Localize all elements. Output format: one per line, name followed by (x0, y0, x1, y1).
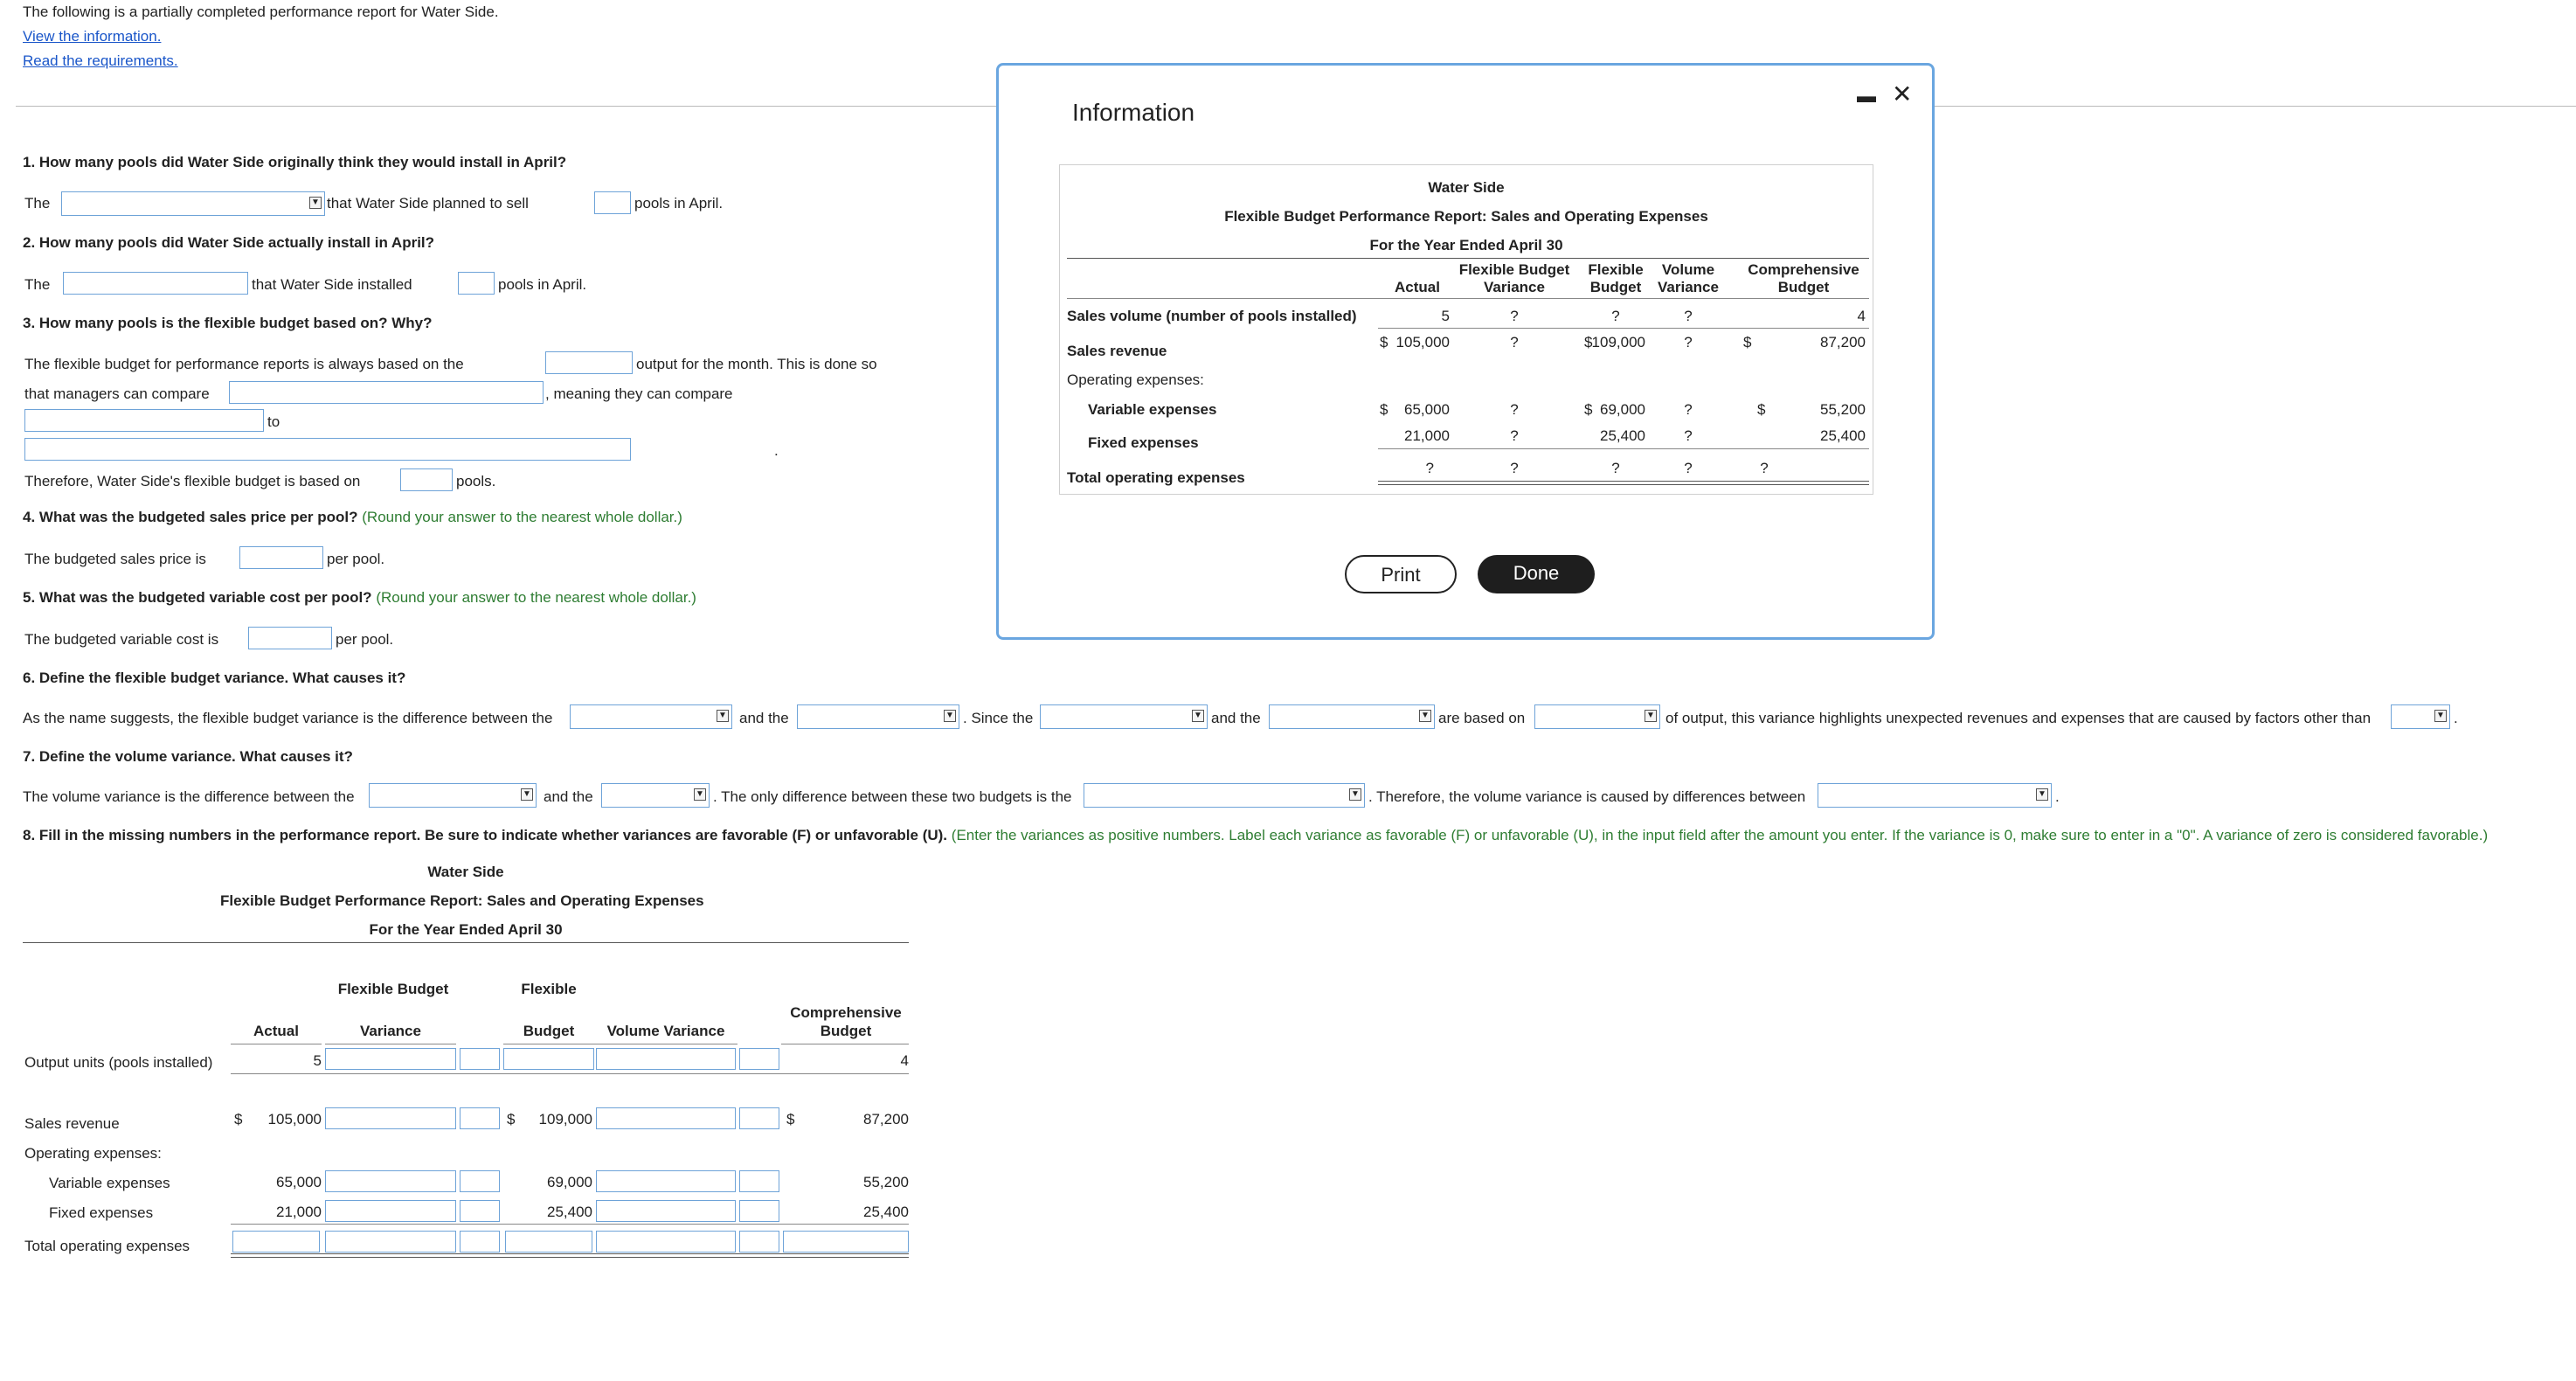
info-header-rule (1067, 258, 1869, 259)
q3-compare-input[interactable] (229, 381, 544, 404)
q2-the: The (24, 276, 51, 293)
col-comp-line2: Budget (820, 1023, 872, 1039)
q5-end: per pool. (336, 631, 394, 648)
q3-to: to (267, 413, 280, 430)
info-q: ? (1510, 334, 1519, 350)
q6-heading: 6. Define the flexible budget variance. What causes it? (23, 670, 406, 686)
dollar-sign: $ (1584, 334, 1593, 350)
q7-select-2[interactable] (601, 783, 710, 808)
var-fbv-fu-input[interactable] (460, 1170, 500, 1192)
information-report (1059, 164, 1873, 495)
q2-heading: 2. How many pools did Water Side actually install in April? (23, 234, 435, 251)
row-output-label: Output units (pools installed) (24, 1054, 213, 1071)
q6-text-d: and the (1211, 710, 1261, 726)
info-q: ? (1611, 308, 1620, 324)
read-requirements-link[interactable]: Read the requirements. (23, 52, 178, 69)
report-title: Flexible Budget Performance Report: Sales and Operating Expenses (220, 892, 704, 909)
fixed-flex: 25,400 (547, 1204, 592, 1220)
q3-pools-input[interactable] (400, 468, 453, 491)
info-q: ? (1510, 427, 1519, 444)
dollar-sign: $ (1743, 334, 1752, 350)
output-comp: 4 (900, 1052, 909, 1069)
q6-text-b: and the (739, 710, 789, 726)
output-fbv-fu-input[interactable] (460, 1048, 500, 1070)
fixed-comp: 25,400 (863, 1204, 909, 1220)
q7-select-4[interactable] (1818, 783, 2052, 808)
q8-hint: (Enter the variances as positive numbers. Label each variance as favorable (F) or unfavorable (U), in the input field after the amount you enter. If the variance is 0, make sure to enter in a "0". A variance of zero is considered favorable.) (951, 827, 2489, 843)
total-fbv-input[interactable] (325, 1231, 456, 1253)
q2-text-input[interactable] (63, 272, 248, 295)
sales-flex: 109,000 (538, 1111, 592, 1128)
q6-select-1[interactable] (570, 704, 732, 729)
info-h-flex2: Budget (1589, 279, 1642, 295)
row-opex-label: Operating expenses: (24, 1145, 162, 1162)
q6-select-5[interactable] (1534, 704, 1660, 729)
double-rule (231, 1253, 909, 1258)
q7-text-d: . Therefore, the volume variance is caused by differences between (1368, 788, 1806, 805)
dollar-sign: $ (234, 1111, 243, 1128)
var-vol-input[interactable] (596, 1170, 736, 1192)
info-h-fbv1: Flexible Budget (1458, 261, 1570, 278)
info-h-comp2: Budget (1777, 279, 1830, 295)
dropdown-arrow-icon: ▼ (694, 788, 706, 801)
info-q: ? (1684, 334, 1693, 350)
header-rule (23, 942, 909, 943)
close-icon[interactable]: ✕ (1892, 80, 1913, 108)
q7-text-c: . The only difference between these two budgets is the (713, 788, 1072, 805)
info-q: ? (1684, 308, 1693, 324)
q3-therefore: Therefore, Water Side's flexible budget is based on (24, 473, 361, 489)
col-actual: Actual (253, 1023, 299, 1039)
q3-compare-b-input[interactable] (24, 438, 631, 461)
info-row-variable: Variable expenses (1088, 401, 1217, 418)
q5-heading: 5. What was the budgeted variable cost per pool? (23, 589, 372, 606)
info-row-volume: Sales volume (number of pools installed) (1067, 308, 1357, 324)
info-h-comp1: Comprehensive (1748, 261, 1859, 278)
sales-vol-fu-input[interactable] (739, 1107, 779, 1129)
q8-heading: 8. Fill in the missing numbers in the performance report. Be sure to indicate whether variances are favorable (F) or unfavorable (U). (23, 827, 948, 843)
q3-line1b: output for the month. This is done so (636, 356, 877, 372)
info-sales-flex: 109,000 (1591, 334, 1645, 350)
q5-text: The budgeted variable cost is (24, 631, 219, 648)
total-vol-fu-input[interactable] (739, 1231, 779, 1253)
done-button[interactable]: Done (1478, 555, 1595, 593)
row-rule (231, 1073, 909, 1074)
q3-line2a: that managers can compare (24, 385, 210, 402)
q7-text-a: The volume variance is the difference between the (23, 788, 355, 805)
info-h-vol2: Variance (1658, 279, 1719, 295)
q7-text-b: and the (544, 788, 593, 805)
var-fbv-input[interactable] (325, 1170, 456, 1192)
info-q: ? (1760, 460, 1769, 476)
q4-price-input[interactable] (239, 546, 323, 569)
col-fbv-line1: Flexible Budget (337, 981, 449, 997)
info-double-rule (1378, 481, 1869, 485)
col-fbv-line2: Variance (360, 1023, 421, 1039)
view-information-link[interactable]: View the information. (23, 28, 162, 45)
info-h-fbv2: Variance (1484, 279, 1545, 295)
fixed-fbv-fu-input[interactable] (460, 1200, 500, 1222)
info-fixed-actual: 21,000 (1404, 427, 1450, 444)
q1-heading: 1. How many pools did Water Side originally think they would install in April? (23, 154, 567, 170)
report-company: Water Side (427, 864, 504, 880)
output-flex-input[interactable] (503, 1048, 594, 1070)
sales-actual: 105,000 (267, 1111, 322, 1128)
dollar-sign: $ (1584, 401, 1593, 418)
print-button[interactable]: Print (1345, 555, 1457, 593)
info-row-rule (1378, 328, 1869, 329)
info-company: Water Side (1428, 179, 1505, 196)
report-period: For the Year Ended April 30 (369, 921, 563, 938)
q2-pools-input[interactable] (458, 272, 495, 295)
q4-heading: 4. What was the budgeted sales price per pool? (23, 509, 358, 525)
dropdown-arrow-icon: ▼ (309, 197, 322, 209)
info-h-flex1: Flexible (1588, 261, 1644, 278)
dollar-sign: $ (507, 1111, 516, 1128)
dialog-title: Information (1072, 99, 1195, 126)
sales-comp: 87,200 (863, 1111, 909, 1128)
info-row-rule (1378, 448, 1869, 449)
q5-cost-input[interactable] (248, 627, 332, 649)
row-rule (231, 1224, 909, 1225)
q6-text-a: As the name suggests, the flexible budget variance is the difference between the (23, 710, 553, 726)
row-sales-label: Sales revenue (24, 1115, 120, 1132)
info-vol-actual: 5 (1441, 308, 1450, 324)
fixed-vol-input[interactable] (596, 1200, 736, 1222)
row-fixed-label: Fixed expenses (49, 1204, 154, 1221)
var-comp: 55,200 (863, 1174, 909, 1190)
total-fbv-fu-input[interactable] (460, 1231, 500, 1253)
q5-hint: (Round your answer to the nearest whole dollar.) (376, 589, 696, 606)
info-q: ? (1510, 308, 1519, 324)
dropdown-arrow-icon: ▼ (1419, 710, 1431, 722)
fixed-actual: 21,000 (276, 1204, 322, 1220)
q6-text-e: are based on (1438, 710, 1526, 726)
q4-end: per pool. (327, 551, 385, 567)
q6-select-2[interactable] (797, 704, 959, 729)
var-vol-fu-input[interactable] (739, 1170, 779, 1192)
dropdown-arrow-icon: ▼ (1645, 710, 1657, 722)
output-vol-fu-input[interactable] (739, 1048, 779, 1070)
row-total-label: Total operating expenses (24, 1238, 190, 1254)
info-vol-comp: 4 (1857, 308, 1866, 324)
minimize-icon[interactable]: ▬ (1857, 85, 1876, 107)
info-q: ? (1611, 460, 1620, 476)
q3-compare-a-input[interactable] (24, 409, 264, 432)
q7-text-e: . (2055, 788, 2060, 805)
q3-dot: . (774, 442, 779, 459)
dollar-sign: $ (1757, 401, 1766, 418)
sales-fbv-input[interactable] (325, 1107, 456, 1129)
q2-end: pools in April. (498, 276, 587, 293)
q7-select-3[interactable] (1084, 783, 1365, 808)
info-h-actual: Actual (1395, 279, 1440, 295)
info-title: Flexible Budget Performance Report: Sales and Operating Expenses (1224, 208, 1708, 225)
q3-pools: pools. (456, 473, 496, 489)
info-q: ? (1684, 427, 1693, 444)
info-row-sales: Sales revenue (1067, 343, 1167, 359)
q2-mid: that Water Side installed (252, 276, 412, 293)
output-vol-input[interactable] (596, 1048, 736, 1070)
info-header-underline (1067, 298, 1869, 299)
intro-text: The following is a partially completed performance report for Water Side. (23, 3, 499, 20)
fixed-vol-fu-input[interactable] (739, 1200, 779, 1222)
dropdown-arrow-icon: ▼ (2036, 788, 2048, 801)
q4-text: The budgeted sales price is (24, 551, 206, 567)
dropdown-arrow-icon: ▼ (2434, 710, 2447, 722)
col-volume-variance: Volume Variance (606, 1023, 725, 1039)
dollar-sign: $ (786, 1111, 795, 1128)
var-flex: 69,000 (547, 1174, 592, 1190)
dropdown-arrow-icon: ▼ (717, 710, 729, 722)
info-h-vol1: Volume (1661, 261, 1715, 278)
info-sales-comp: 87,200 (1820, 334, 1866, 350)
q3-output-input[interactable] (545, 351, 633, 374)
q6-select-6[interactable] (2391, 704, 2450, 729)
dropdown-arrow-icon: ▼ (944, 710, 956, 722)
info-q: ? (1684, 401, 1693, 418)
q1-mid: that Water Side planned to sell (327, 195, 529, 212)
dropdown-arrow-icon: ▼ (1349, 788, 1361, 801)
info-fixed-flex: 25,400 (1600, 427, 1645, 444)
sales-vol-input[interactable] (596, 1107, 736, 1129)
info-row-fixed: Fixed expenses (1088, 434, 1199, 451)
q7-select-1[interactable] (369, 783, 537, 808)
q4-hint: (Round your answer to the nearest whole dollar.) (362, 509, 682, 525)
q6-text-c: . Since the (963, 710, 1034, 726)
dollar-sign: $ (1380, 334, 1388, 350)
info-period: For the Year Ended April 30 (1369, 237, 1563, 253)
q7-heading: 7. Define the volume variance. What causes it? (23, 748, 353, 765)
info-q: ? (1510, 401, 1519, 418)
q1-the: The (24, 195, 51, 212)
info-q: ? (1684, 460, 1693, 476)
info-sales-actual: 105,000 (1395, 334, 1450, 350)
output-fbv-input[interactable] (325, 1048, 456, 1070)
info-var-comp: 55,200 (1820, 401, 1866, 418)
info-q: ? (1510, 460, 1519, 476)
info-row-total: Total operating expenses (1067, 469, 1245, 486)
sales-fbv-fu-input[interactable] (460, 1107, 500, 1129)
row-variable-label: Variable expenses (49, 1175, 170, 1191)
dropdown-arrow-icon: ▼ (521, 788, 533, 801)
info-row-opex: Operating expenses: (1067, 371, 1204, 388)
output-actual: 5 (313, 1052, 322, 1069)
total-comp-input[interactable] (783, 1231, 909, 1253)
total-vol-input[interactable] (596, 1231, 736, 1253)
dollar-sign: $ (1380, 401, 1388, 418)
info-q: ? (1425, 460, 1434, 476)
q3-heading: 3. How many pools is the flexible budget based on? Why? (23, 315, 433, 331)
q6-select-3[interactable] (1040, 704, 1208, 729)
total-flex-input[interactable] (505, 1231, 592, 1253)
q6-text-g: . (2454, 710, 2458, 726)
total-actual-input[interactable] (232, 1231, 320, 1253)
col-flex-line2: Budget (523, 1023, 575, 1039)
info-var-actual: 65,000 (1404, 401, 1450, 418)
info-var-flex: 69,000 (1600, 401, 1645, 418)
col-comp-line1: Comprehensive (790, 1004, 902, 1021)
q6-text-f: of output, this variance highlights unexpected revenues and expenses that are caused by factors other than (1665, 710, 2372, 726)
var-actual: 65,000 (276, 1174, 322, 1190)
q3-line2b: , meaning they can compare (545, 385, 733, 402)
q1-select[interactable] (61, 191, 325, 216)
col-flex-line1: Flexible (521, 981, 577, 997)
fixed-fbv-input[interactable] (325, 1200, 456, 1222)
dropdown-arrow-icon: ▼ (1192, 710, 1204, 722)
q6-select-4[interactable] (1269, 704, 1435, 729)
q3-line1a: The flexible budget for performance reports is always based on the (24, 356, 464, 372)
q1-end: pools in April. (634, 195, 724, 212)
info-fixed-comp: 25,400 (1820, 427, 1866, 444)
q1-pools-input[interactable] (594, 191, 631, 214)
